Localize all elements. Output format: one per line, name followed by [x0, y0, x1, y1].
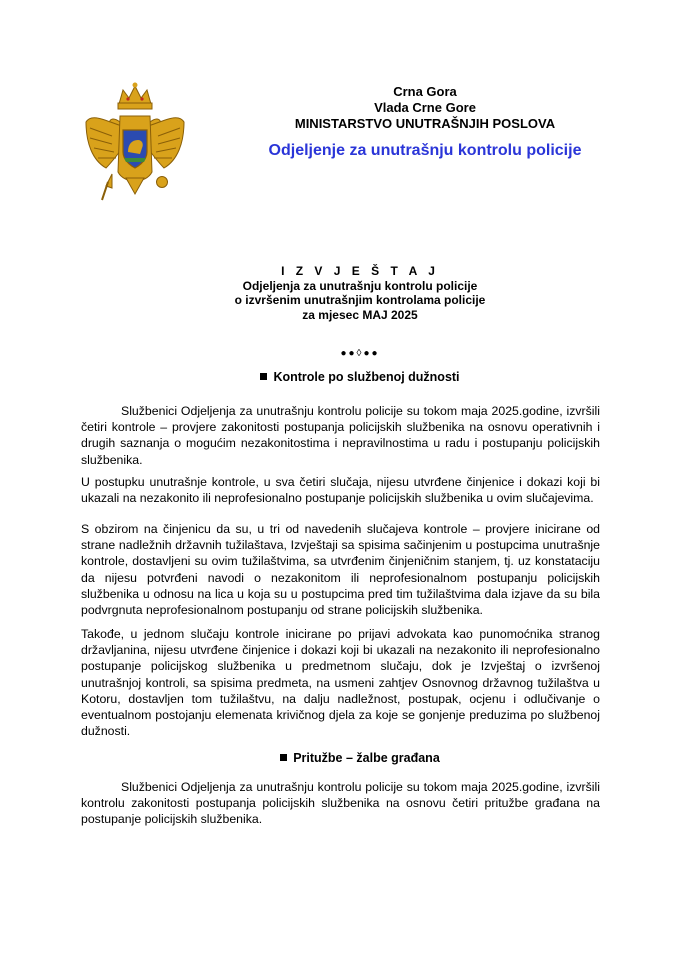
report-subtitle-line-1: Odjeljenja za unutrašnju kontrolu policije [242, 278, 478, 293]
report-subtitle-line-3: za mjesec MAJ 2025 [302, 307, 418, 322]
section-heading-text: Kontrole po službenoj dužnosti [273, 370, 460, 384]
ornament-divider: ●●◊●● [340, 348, 380, 359]
coat-of-arms-icon [82, 82, 188, 212]
section-heading-official-duty [120, 370, 600, 384]
paragraph-3: S obzirom na činjenicu da su, u tri od navedenih slučajeva kontrole – provjere inicirane od strane nadležnih državnih tužilaštava, Izvještaji sa spisima sačinjenim u postupcima unutrašnje kontrole, dostavljeni su ovim tužilaštvima, sa utvrđenim činjeničnim stanjem, tj. uz konstataciju da nijesu potvrđeni navodi o nezakonitom ili neprofesionalnom postupanju policijskih službenika u odnosu na lica u koja su u postupcima pred tim tužilaštvima dala izjave da su bila podvrgnuta neprofesionalnom postupanju od strane policijskih službenika. [81, 522, 600, 618]
country-name: Crna Gora [393, 84, 457, 99]
government-name: Vlada Crne Gore [374, 100, 476, 115]
letterhead [240, 84, 610, 160]
report-title-block [120, 264, 600, 322]
ministry-name: MINISTARSTVO UNUTRAŠNJIH POSLOVA [294, 116, 556, 131]
section-heading-text: Pritužbe – žalbe građana [293, 751, 440, 765]
paragraph-2: U postupku unutrašnje kontrole, u sva četiri slučaja, nijesu utvrđene činjenice i dokazi koji bi ukazali na nezakonito ili neprofesionalno postupanje policijskih službenika u ovim slučajevima. [81, 475, 600, 506]
paragraph-4: Takođe, u jednom slučaju kontrole inicirane po prijavi advokata kao punomoćnika stranog državljanina, nijesu utvrđene činjenice i dokazi koji bi ukazali na nezakonito ili neprofesionalno postupanje policijskog službenika u predmetnom slučaju, dok je Izvještaj o izvršenoj unutrašnjoj kontroli, sa spisima predmeta, na usmeni zahtjev Osnovnog državnog tužilaštva u Kotoru, dostavljen tom tužilaštvu, na dalju nadležnost, postupak, ocjenu i odlučivanje o eventualnom postojanju elemenata krivičnog djela za koje se gonjenje preduzima po službenoj dužnosti. [81, 627, 600, 739]
paragraph-1: Službenici Odjeljenja za unutrašnju kontrolu policije su tokom maja 2025.godine, izvršili četiri kontrole – provjere zakonitosti postupanja policijskih službenika na osnovu operativnih i drugih saznanja o mogućim nezakonitostima i nepravilnostima u radu i postupanju policijskih službenika. [81, 404, 600, 467]
report-title: I Z V J E Š T A J [281, 264, 439, 278]
report-subtitle-line-2: o izvršenim unutrašnjim kontrolama policije [234, 293, 486, 307]
department-name: Odjeljenje za unutrašnju kontrolu policije [268, 142, 582, 159]
section-heading-complaints [120, 751, 600, 765]
square-bullet-icon [260, 373, 267, 380]
paragraph-5: Službenici Odjeljenja za unutrašnju kontrolu policije su tokom maja 2025.godine, izvršili kontrolu zakonitosti postupanja policijskih službenika na osnovu četiri pritužbe građana na postupanje policijskih službenika. [81, 780, 600, 827]
square-bullet-icon [280, 754, 287, 761]
